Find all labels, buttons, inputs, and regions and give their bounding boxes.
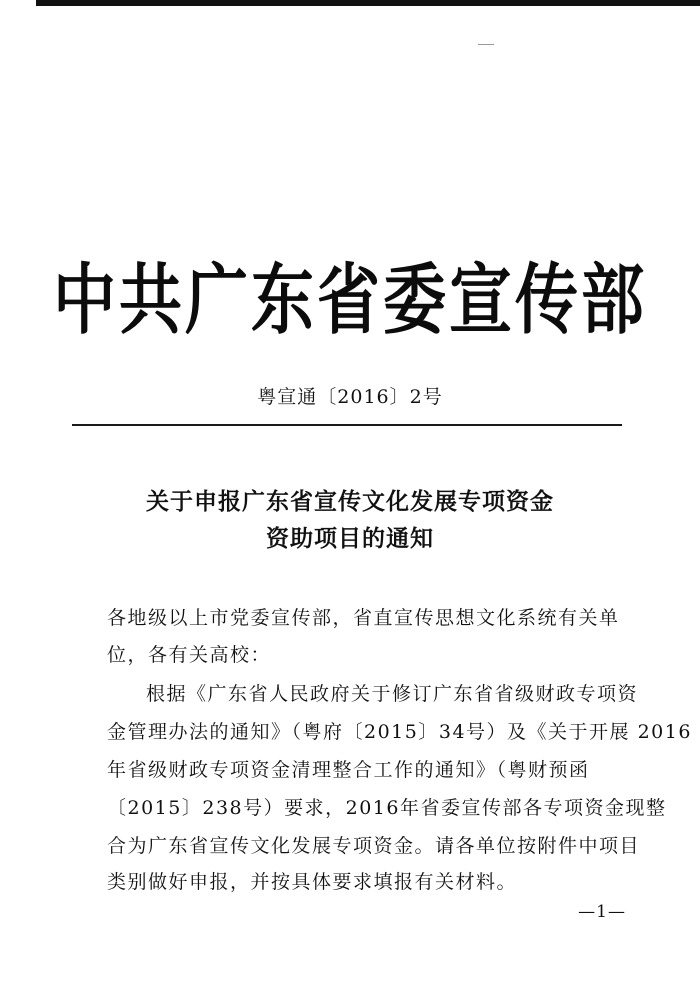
paragraph-line-4: 〔2015〕238号）要求，2016年省委宣传部各专项资金现整 — [107, 797, 667, 819]
paragraph-line-6: 类别做好申报，并按具体要求填报有关材料。 — [107, 871, 518, 893]
scan-speck — [478, 44, 494, 45]
document-number: 粤宣通〔2016〕2号 — [257, 386, 443, 408]
salutation-line-1: 各地级以上市党委宣传部，省直宣传思想文化系统有关单 — [107, 607, 620, 629]
paragraph-line-5: 合为广东省宣传文化发展专项资金。请各单位按附件中项目 — [107, 835, 641, 857]
issuer-heading: 中共广东省委宣传部 — [53, 255, 647, 345]
notice-title-line-2: 资助项目的通知 — [266, 525, 434, 552]
paragraph-line-2: 金管理办法的通知》（粤府〔2015〕34号）及《关于开展 2016 — [107, 721, 692, 743]
paragraph-line-1: 根据《广东省人民政府关于修订广东省省级财政专项资 — [146, 683, 639, 705]
page-number: —1— — [578, 902, 626, 922]
salutation-line-2: 位，各有关高校： — [107, 644, 272, 666]
notice-title-line-1: 关于申报广东省宣传文化发展专项资金 — [146, 488, 554, 515]
paragraph-line-3: 年省级财政专项资金清理整合工作的通知》（粤财预函 — [107, 759, 590, 781]
header-separator-rule — [72, 424, 622, 426]
top-scan-border — [36, 0, 700, 6]
